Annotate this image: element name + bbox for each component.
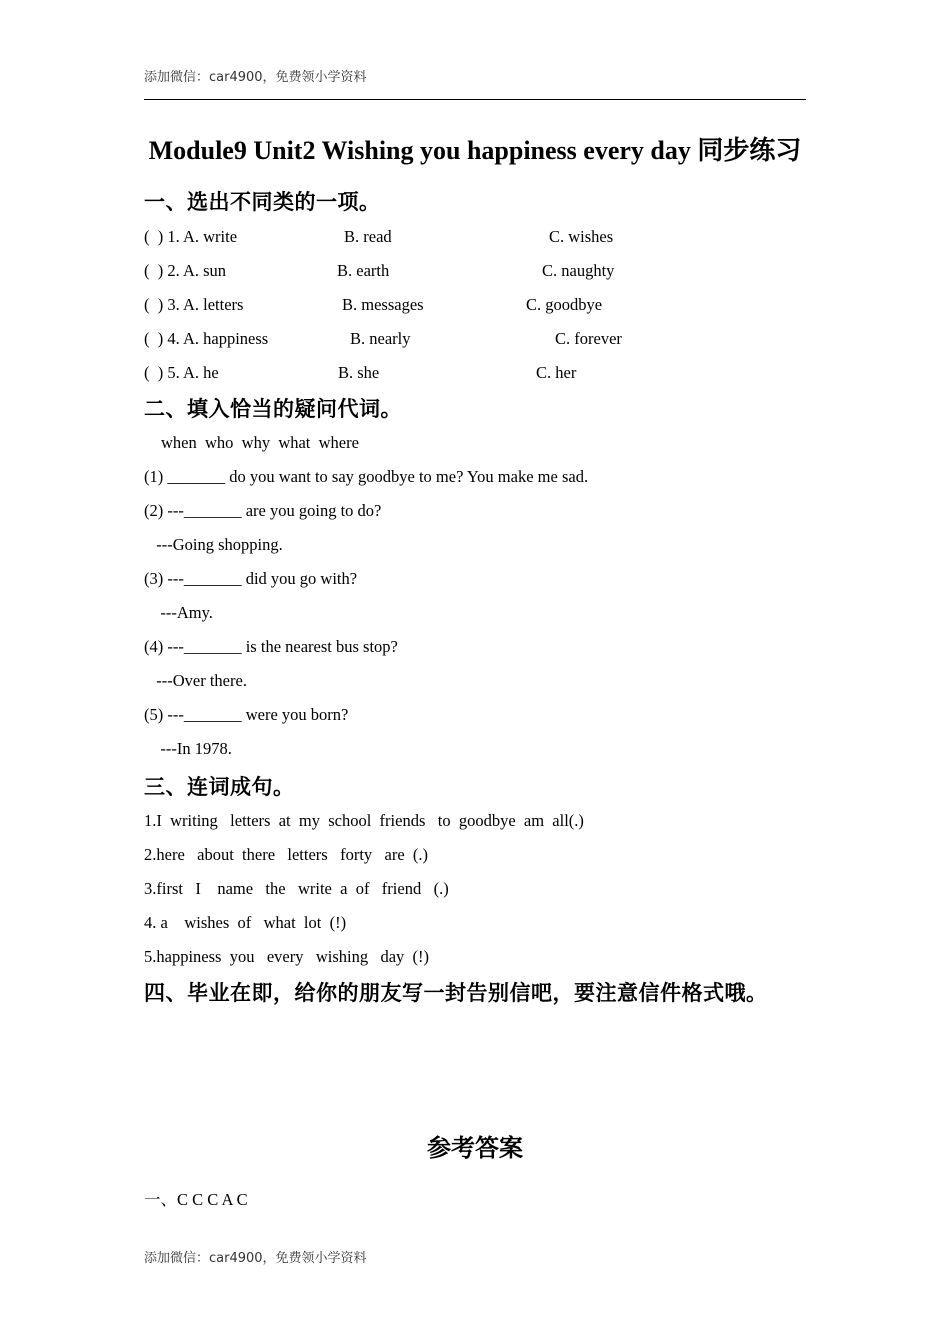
q5-option-b: B. she: [338, 363, 380, 382]
q3-option-c: C. goodbye: [526, 295, 603, 314]
page-title: Module9 Unit2 Wishing you happiness every day 同步练习: [148, 136, 802, 165]
section3-heading: 三、连词成句。: [144, 775, 295, 799]
sentence-line-1: 1.I writing letters at my school friends to goodbye am all(.): [144, 811, 584, 830]
sentence-line-3: 3.first I name the write a of friend (.): [144, 879, 449, 898]
fill-line-5-answer: ---In 1978.: [148, 739, 232, 758]
sentence-line-5: 5.happiness you every wishing day (!): [144, 947, 430, 966]
q2-option-b: B. earth: [337, 261, 390, 280]
fill-line-3-answer: ---Amy.: [148, 603, 213, 622]
section2-heading: 二、填入恰当的疑问代词。: [144, 397, 402, 421]
q5-option-a: ( ) 5. A. he: [144, 363, 219, 382]
q4-option-a: ( ) 4. A. happiness: [144, 329, 269, 348]
header-note: 添加微信：car4900，免费领小学资料: [144, 70, 367, 85]
q3-option-b: B. messages: [342, 295, 424, 314]
word-bank: when who why what where: [161, 433, 359, 452]
fill-line-4-answer: ---Over there.: [148, 671, 247, 690]
q2-option-c: C. naughty: [542, 261, 615, 280]
q4-option-b: B. nearly: [350, 329, 411, 348]
q4-option-c: C. forever: [555, 329, 622, 348]
answers-line-1: 一、C C C A C: [144, 1190, 248, 1209]
fill-line-5: (5) ---_______ were you born?: [144, 705, 349, 724]
section4-heading: 四、毕业在即，给你的朋友写一封告别信吧，要注意信件格式哦。: [144, 981, 768, 1005]
q1-option-b: B. read: [344, 227, 392, 246]
q3-option-a: ( ) 3. A. letters: [144, 295, 244, 314]
section1-heading: 一、选出不同类的一项。: [144, 190, 381, 214]
fill-line-1: (1) _______ do you want to say goodbye to me? You make me sad.: [144, 467, 589, 486]
sentence-line-4: 4. a wishes of what lot (!): [144, 913, 347, 932]
q2-option-a: ( ) 2. A. sun: [144, 261, 227, 280]
sentence-line-2: 2.here about there letters forty are (.): [144, 845, 429, 864]
header-divider: [144, 99, 806, 100]
fill-line-3: (3) ---_______ did you go with?: [144, 569, 358, 588]
q1-option-a: ( ) 1. A. write: [144, 227, 238, 246]
fill-line-2-answer: ---Going shopping.: [148, 535, 283, 554]
fill-line-2: (2) ---_______ are you going to do?: [144, 501, 382, 520]
q5-option-c: C. her: [536, 363, 577, 382]
q1-option-c: C. wishes: [549, 227, 614, 246]
footer-note: 添加微信：car4900，免费领小学资料: [144, 1251, 367, 1266]
fill-line-4: (4) ---_______ is the nearest bus stop?: [144, 637, 398, 656]
answers-title: 参考答案: [427, 1134, 523, 1162]
